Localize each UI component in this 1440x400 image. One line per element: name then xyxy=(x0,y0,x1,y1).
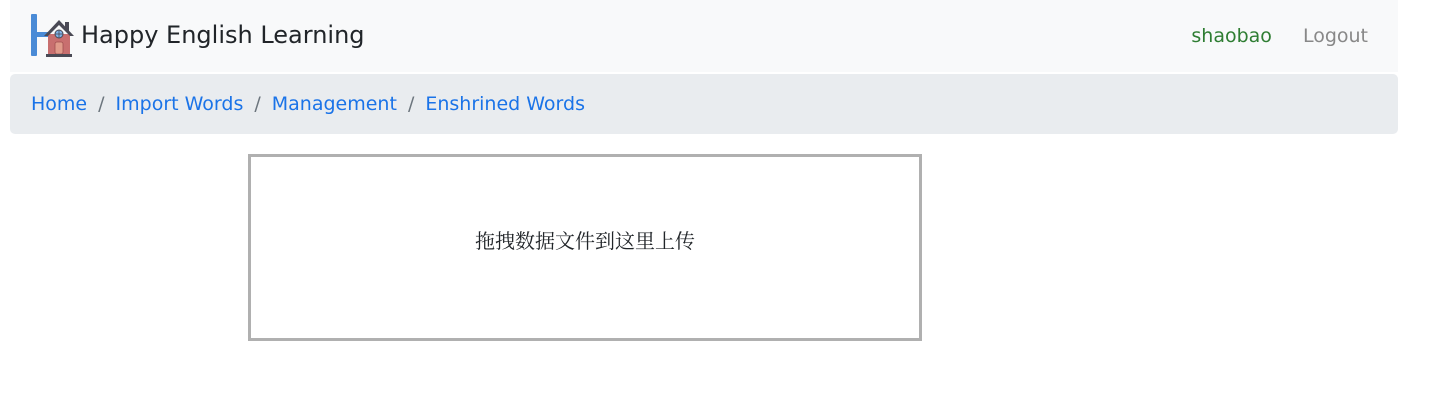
breadcrumb-separator: / xyxy=(407,93,415,115)
nav-right xyxy=(1191,0,1368,72)
top-navbar xyxy=(10,0,1398,72)
user-link[interactable]: shaobao xyxy=(1191,25,1272,47)
logout-link[interactable]: Logout xyxy=(1302,25,1368,47)
breadcrumb-management[interactable]: Management xyxy=(271,93,397,115)
breadcrumb-separator: / xyxy=(254,93,261,115)
breadcrumb-import-words[interactable]: Import Words xyxy=(115,93,244,115)
breadcrumb-enshrined-words[interactable]: Enshrined Words xyxy=(425,93,585,115)
file-dropzone[interactable] xyxy=(248,154,922,341)
breadcrumb xyxy=(10,74,1398,134)
brand-link[interactable] xyxy=(30,12,365,58)
house-logo-icon xyxy=(30,12,76,58)
breadcrumb-separator: / xyxy=(98,93,105,115)
breadcrumb-home[interactable]: Home xyxy=(31,93,88,115)
brand-title: Happy English Learning xyxy=(81,21,365,49)
dropzone-label: 拖拽数据文件到这里上传 xyxy=(475,229,695,253)
